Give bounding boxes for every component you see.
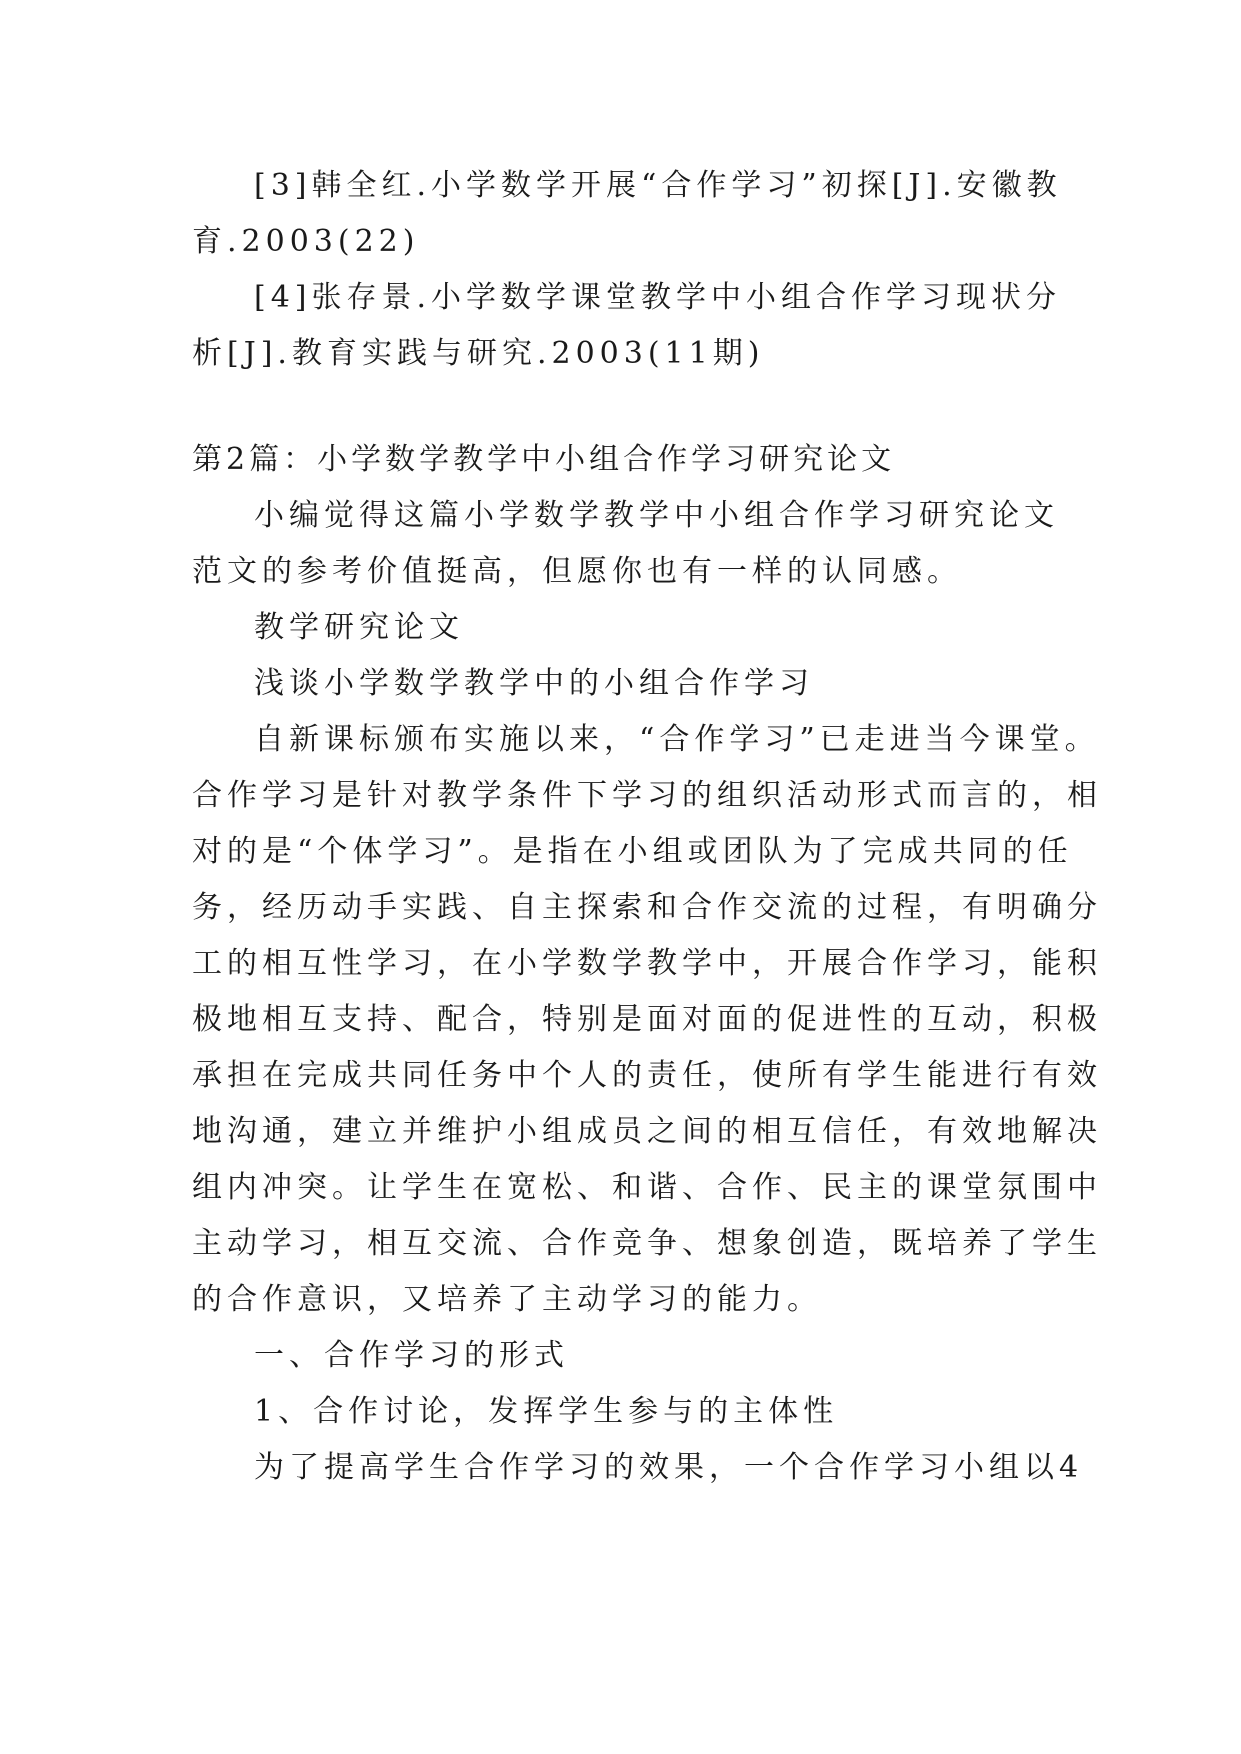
heading-forms: 一、合作学习的形式	[254, 1338, 569, 1373]
paragraph-line: 的合作意识，又培养了主动学习的能力。	[192, 1282, 822, 1317]
reference-3-line-2: 育.2003(22)	[192, 224, 420, 259]
paragraph-line: 地沟通，建立并维护小组成员之间的相互信任，有效地解决	[192, 1114, 1102, 1149]
paragraph-line: 自新课标颁布实施以来，“合作学习”已走进当今课堂。	[254, 722, 1100, 757]
intro-line-2: 范文的参考价值挺高，但愿你也有一样的认同感。	[192, 554, 962, 589]
paragraph-line: 对的是“个体学习”。是指在小组或团队为了完成共同的任	[192, 834, 1073, 869]
reference-4-line-1: [4]张存景.小学数学课堂教学中小组合作学习现状分	[254, 280, 1062, 315]
document-body	[192, 158, 1102, 1496]
heading-discussion: 1、合作讨论，发挥学生参与的主体性	[254, 1394, 839, 1429]
section-gap	[192, 382, 1052, 432]
paragraph-line: 主动学习，相互交流、合作竞争、想象创造，既培养了学生	[192, 1226, 1102, 1261]
reference-3-line-1: [3]韩全红.小学数学开展“合作学习”初探[J].安徽教	[254, 168, 1062, 203]
paper-label: 教学研究论文	[254, 610, 464, 645]
intro-line-1: 小编觉得这篇小学数学教学中小组合作学习研究论文	[254, 498, 1059, 533]
paragraph-line: 承担在完成共同任务中个人的责任，使所有学生能进行有效	[192, 1058, 1102, 1093]
paragraph-line: 务，经历动手实践、自主探索和合作交流的过程，有明确分	[192, 890, 1102, 925]
paragraph-line: 合作学习是针对教学条件下学习的组织活动形式而言的，相	[192, 778, 1102, 813]
paragraph-line: 组内冲突。让学生在宽松、和谐、合作、民主的课堂氛围中	[192, 1170, 1102, 1205]
reference-4-line-2: 析[J].教育实践与研究.2003(11期)	[192, 336, 765, 371]
paragraph-line: 极地相互支持、配合，特别是面对面的促进性的互动，积极	[192, 1002, 1102, 1037]
paragraph-last-line: 为了提高学生合作学习的效果，一个合作学习小组以4	[254, 1450, 1084, 1485]
section-title: 第2篇：小学数学教学中小组合作学习研究论文	[192, 442, 896, 477]
paper-subtitle: 浅谈小学数学教学中的小组合作学习	[254, 666, 814, 701]
paragraph-line: 工的相互性学习，在小学数学教学中，开展合作学习，能积	[192, 946, 1102, 981]
